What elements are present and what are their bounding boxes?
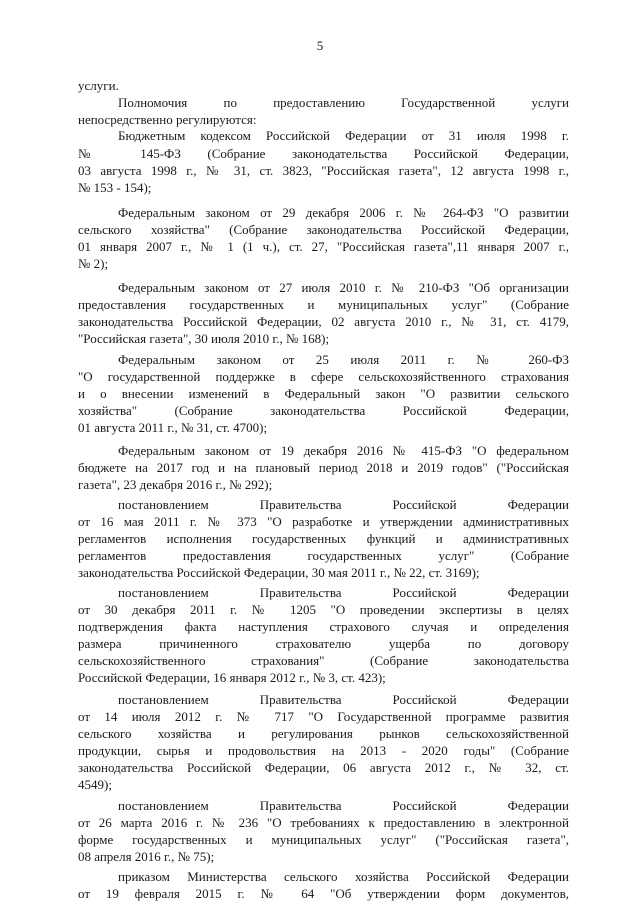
text-line: 4549); bbox=[78, 777, 112, 792]
page-number: 5 bbox=[316, 38, 324, 53]
text-line: Федеральным законом от 29 декабря 2006 г. № 264-ФЗ "О развитии bbox=[118, 205, 569, 220]
text-line: продукции, сырья и продовольствия на 2013 - 2020 годы" (Собрание bbox=[78, 743, 569, 758]
text-line: газета", 23 декабря 2016 г., № 292); bbox=[78, 477, 273, 492]
text-line: постановлением Правительства Российской Федерации bbox=[118, 692, 569, 707]
text-line: размера причиненного страхователю ущерба по договору bbox=[78, 636, 569, 651]
text-line: форме государственных и муниципальных услуг" ("Российская газета", bbox=[78, 832, 569, 847]
text-line: постановлением Правительства Российской Федерации bbox=[118, 585, 569, 600]
text-line: Федеральным законом от 27 июля 2010 г. № 210-ФЗ "Об организации bbox=[118, 280, 569, 295]
text-line: 01 января 2007 г., № 1 (1 ч.), ст. 27, "Российская газета",11 января 2007 г., bbox=[78, 239, 569, 254]
text-line: бюджете на 2017 год и на плановый период 2018 и 2019 годов" ("Российская bbox=[78, 460, 569, 475]
text-line: № 145-ФЗ (Собрание законодательства Российской Федерации, bbox=[78, 146, 569, 161]
text-line: сельского хозяйства" (Собрание законодательства Российской Федерации, bbox=[78, 222, 569, 237]
text-line: предоставления государственных и муниципальных услуг" (Собрание bbox=[78, 297, 569, 312]
text-line: подтверждения факта наступления страхового случая и определения bbox=[78, 619, 569, 634]
text-line: Федеральным законом от 19 декабря 2016 № 415-ФЗ "О федеральном bbox=[118, 443, 569, 458]
text-line: "Российская газета", 30 июля 2010 г., № 168); bbox=[78, 331, 330, 346]
text-line: постановлением Правительства Российской Федерации bbox=[118, 497, 569, 512]
text-line: 08 апреля 2016 г., № 75); bbox=[78, 849, 215, 864]
text-line: "О государственной поддержке в сфере сельскохозяйственного страхования bbox=[78, 369, 569, 384]
text-line: № 153 - 154); bbox=[78, 180, 152, 195]
text-line: 01 августа 2011 г., № 31, ст. 4700); bbox=[78, 420, 268, 435]
text-line: Федеральным законом от 25 июля 2011 г. № 260-ФЗ bbox=[118, 352, 569, 367]
text-line: 03 августа 1998 г., № 31, ст. 3823, "Российская газета", 12 августа 1998 г., bbox=[78, 163, 569, 178]
text-line: от 26 марта 2016 г. № 236 "О требованиях к предоставлению в электронной bbox=[78, 815, 569, 830]
text-line: постановлением Правительства Российской Федерации bbox=[118, 798, 569, 813]
text-line: непосредственно регулируются: bbox=[78, 112, 257, 127]
text-line: законодательства Российской Федерации, 06 августа 2012 г., № 32, ст. bbox=[78, 760, 569, 775]
text-line: регламентов исполнения государственных функций и административных bbox=[78, 531, 569, 546]
text-line: Российской Федерации, 16 января 2012 г., № 3, ст. 423); bbox=[78, 670, 386, 685]
text-line: от 14 июля 2012 г. № 717 "О Государственной программе развития bbox=[78, 709, 569, 724]
text-line: сельского хозяйства и регулирования рынков сельскохозяйственной bbox=[78, 726, 569, 741]
text-line: законодательства Российской Федерации, 30 мая 2011 г., № 22, ст. 3169); bbox=[78, 565, 480, 580]
text-line: услуги. bbox=[78, 78, 119, 93]
text-line: от 30 декабря 2011 г. № 1205 "О проведении экспертизы в целях bbox=[78, 602, 569, 617]
text-line: Полномочия по предоставлению Государственной услуги bbox=[118, 95, 569, 110]
text-line: сельскохозяйственного страхования" (Собрание законодательства bbox=[78, 653, 569, 668]
text-line: и о внесении изменений в Федеральный закон "О развитии сельского bbox=[78, 386, 569, 401]
text-line: регламентов предоставления государственных услуг" (Собрание bbox=[78, 548, 569, 563]
text-line: приказом Министерства сельского хозяйства Российской Федерации bbox=[118, 869, 569, 884]
text-line: законодательства Российской Федерации, 02 августа 2010 г., № 31, ст. 4179, bbox=[78, 314, 569, 329]
text-line: от 16 мая 2011 г. № 373 "О разработке и утверждении административных bbox=[78, 514, 569, 529]
text-line: № 2); bbox=[78, 256, 109, 271]
text-line: хозяйства" (Собрание законодательства Российской Федерации, bbox=[78, 403, 569, 418]
text-line: Бюджетным кодексом Российской Федерации от 31 июля 1998 г. bbox=[118, 128, 569, 143]
text-line: от 19 февраля 2015 г. № 64 "Об утверждении форм документов, bbox=[78, 886, 569, 901]
